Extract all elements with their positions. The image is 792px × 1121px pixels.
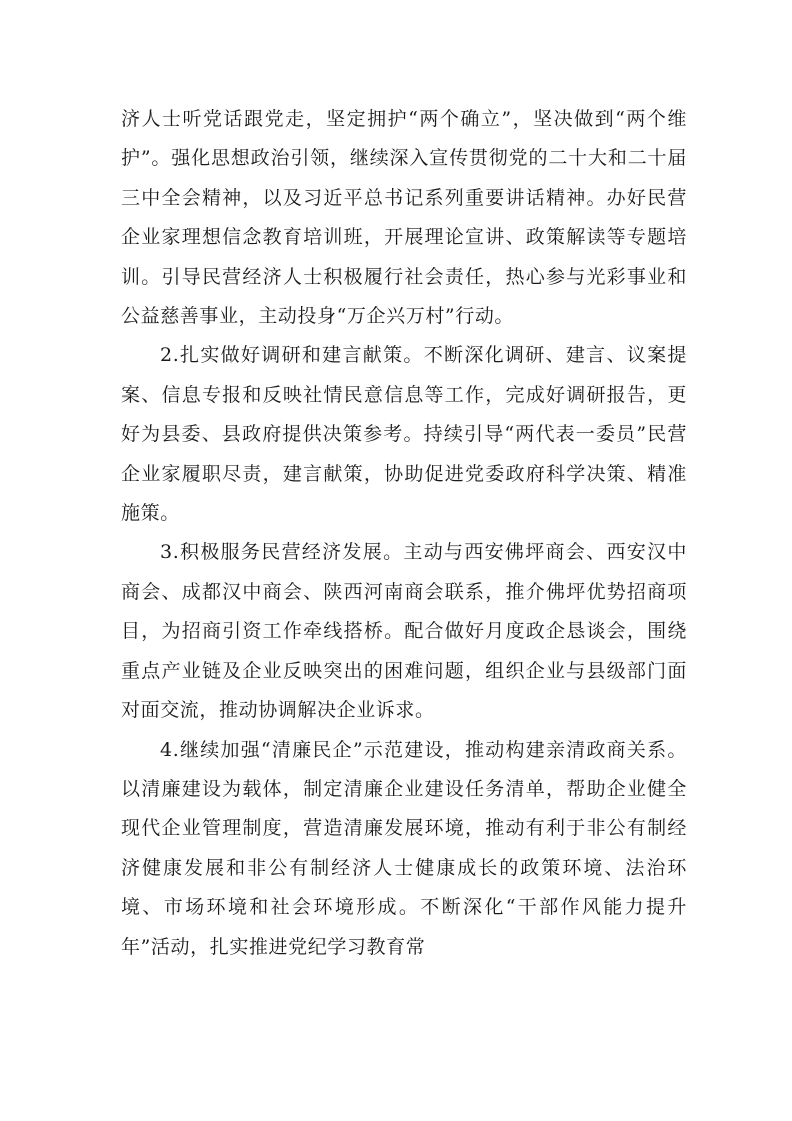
document-body — [121, 100, 687, 967]
paragraph-item-3: 3.积极服务民营经济发展。主动与西安佛坪商会、西安汉中商会、成都汉中商会、陕西河南商会联系，推介佛坪优势招商项目，为招商引资工作牵线搭桥。配合做好月度政企恳谈会，围绕重点产业链及企业反映突出的困难问题，组织企业与县级部门面对面交流，推动协调解决企业诉求。 — [121, 541, 687, 722]
paragraph-item-2: 2.扎实做好调研和建言献策。不断深化调研、建言、议案提案、信息专报和反映社情民意信息等工作，完成好调研报告，更好为县委、县政府提供决策参考。持续引导“两代表一委员”民营企业家履职尽责，建言献策，协助促进党委政府科学决策、精准施策。 — [121, 344, 687, 525]
paragraph-continuation: 济人士听党话跟党走，坚定拥护“两个确立”，坚决做到“两个维护”。强化思想政治引领，继续深入宣传贯彻党的二十大和二十届三中全会精神，以及习近平总书记系列重要讲话精神。办好民营企业家理想信念教育培训班，开展理论宣讲、政策解读等专题培训。引导民营经济人士积极履行社会责任，热心参与光彩事业和公益慈善事业，主动投身“万企兴万村”行动。 — [121, 108, 687, 328]
paragraph-item-4: 4.继续加强“清廉民企”示范建设，推动构建亲清政商关系。以清廉建设为载体，制定清廉企业建设任务清单，帮助企业健全现代企业管理制度，营造清廉发展环境，推动有利于非公有制经济健康发展和非公有制经济人士健康成长的政策环境、法治环境、市场环境和社会环境形成。不断深化“干部作风能力提升年”活动，扎实推进党纪学习教育常 — [121, 738, 687, 958]
